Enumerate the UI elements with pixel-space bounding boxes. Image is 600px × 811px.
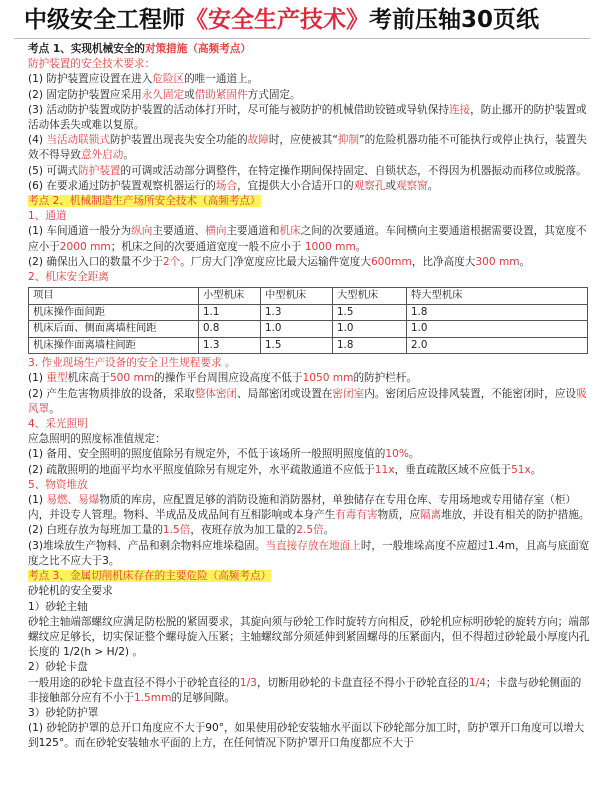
page-title: 中级安全工程师《安全生产技术》考前压轴30页纸: [24, 7, 540, 33]
section-heading-kd1: 考点 1、实现机械安全的对策措施（高频考点）: [28, 43, 251, 55]
table-cell: 1.5: [333, 304, 407, 321]
light-intro: 应急照明的照度标准值规定：: [28, 433, 166, 446]
stack-item: (3)堆垛放生产物料、产品和剩余物料应堆垛稳固。当直接存放在地面上时，一般堆垛高度不应超过1.4m，且高与底面宽度之比不应大于3。: [28, 539, 590, 567]
table-cell: 1.0: [407, 321, 588, 338]
guard-item: (4) 当活动联锁式防护装置出现丧失安全功能的故障时，应使被其“抑制”的危险机器功能不可能执行或停止执行，装置失效不得导致意外启动。: [28, 134, 588, 162]
table-cell: 机床后面、侧面离墙柱间距: [29, 321, 199, 338]
station-item: (1) 重型机床高于500 mm的操作平台周围应设高度不低于1050 mm的防护栏杆。: [28, 372, 418, 385]
stack-title: 5、物资堆放: [28, 478, 88, 491]
guard-item: (2) 固定防护装置应采用永久固定或借助紧固件方式固定。: [28, 88, 301, 101]
table-row: [29, 321, 588, 338]
table-cell: 机床操作面离墙柱间距: [29, 337, 199, 354]
light-item: (1) 备用、安全照明的照度值除另有规定外，不低于该场所一般照明照度值的10%。: [28, 448, 420, 461]
table-header-cell: 小型机床: [199, 288, 261, 305]
station-title: 3. 作业现场生产设备的安全卫生规程要求 。: [28, 357, 236, 370]
guard-item: (6) 在要求通过防护装置观察机器运行的场合，宜提供大小合适开口的观察孔或观察窗。: [28, 179, 439, 192]
channel-title: 1、通道: [28, 210, 67, 223]
table-header-cell: 中型机床: [261, 288, 333, 305]
table-header-cell: 特大型机床: [407, 288, 588, 305]
section-heading-kd3: 考点 3、金属切削机床存在的主要危险（高频考点）: [28, 570, 272, 583]
table-cell: 1.8: [333, 337, 407, 354]
table-cell: 1.0: [261, 321, 333, 338]
table-cell: 1.3: [199, 337, 261, 354]
table-row: [29, 337, 588, 354]
light-item: (2) 疏散照明的地面平均水平照度值除另有规定外，水平疏散通道不应低于11x，垂直疏散区域不应低于51x。: [28, 463, 542, 476]
grinder-title: 砂轮机的安全要求: [28, 585, 113, 598]
chuck-title: 2）砂轮卡盘: [28, 661, 88, 674]
divider: [14, 38, 590, 39]
table-row: [29, 304, 588, 321]
table-cell: 机床操作面间距: [29, 304, 199, 321]
table-cell: 0.8: [199, 321, 261, 338]
guard-item: (1) 防护装置应设置在进入危险区的唯一通道上。: [28, 73, 259, 86]
table-header-cell: 项目: [29, 288, 199, 305]
spacing-table: [28, 287, 588, 354]
table-cell: 1.8: [407, 304, 588, 321]
spacing-title: 2、机床安全距离: [28, 271, 109, 284]
table-cell: 1.0: [333, 321, 407, 338]
guard-item: (3) 活动防护装置或防护装置的活动体打开时，尽可能与被防护的机械借助铰链或导轨保持连接，防止挪开的防护装置或活动体丢失或难以复原。: [28, 103, 587, 132]
guard-item: (5) 可调式防护装置的可调或活动部分调整件，在特定操作期间保持固定、自锁状态，不得因为机器振动而移位或脱落。: [28, 164, 587, 177]
table-header-cell: 大型机床: [333, 288, 407, 305]
document-body: [28, 42, 590, 752]
station-item: (2) 产生危害物质排放的设备，采取整体密闭、局部密闭或设置在密闭室内。密闭后应设排风装置，不能密闭时，应设吸风罩。: [28, 387, 587, 415]
table-header-row: [29, 288, 588, 305]
guard-title: 防护装置的安全技术要求：: [28, 58, 156, 71]
table-cell: 1.3: [261, 304, 333, 321]
channel-item: (2) 确保出入口的数量不少于2个。厂房大门净宽度应比最大运输件宽度大600mm，比净高度大300 mm。: [28, 255, 531, 268]
light-title: 4、采光照明: [28, 418, 88, 431]
table-cell: 1.5: [261, 337, 333, 354]
table-cell: 2.0: [407, 337, 588, 354]
chuck-text: 一般用途的砂轮卡盘直径不得小于砂轮直径的1/3，切断用砂轮的卡盘直径不得小于砂轮直径的1/4；卡盘与砂轮侧面的非接触部分应有不小于1.5mm的足够间隙。: [28, 676, 582, 704]
section-heading-kd2: 考点 2、机械制造生产场所安全技术（高频考点）: [28, 195, 261, 208]
stack-item: (1) 易燃、易爆物质的库房，应配置足够的消防设施和消防器材，单独储存在专用仓库、专用场地或专用储存室（柜）内，并设专人管理。物料、半成品及成品间有互相影响或本身产生有毒有害物质，应隔离堆放，并设有相关的防护措施。: [28, 494, 590, 522]
channel-item: (1) 车间通道一般分为纵向主要通道、横向主要通道和机床之间的次要通道。车间横向主要通道根据需要设置，其宽度不应小于2000 mm；机床之间的次要通道宽度一般不应小于 1000 mm。: [28, 225, 587, 253]
table-cell: 1.1: [199, 304, 261, 321]
spindle-title: 1）砂轮主轴: [28, 600, 88, 613]
spindle-text: 砂轮主轴端部螺纹应满足防松脱的紧固要求，其旋向须与砂轮工作时旋转方向相反，砂轮机应标明砂轮的旋转方向；端部螺纹应足够长，切实保证整个螺母旋入压紧；主轴螺纹部分须延伸到紧固螺母的压紧面内，但不得超过砂轮最小厚度内孔长度的 1/2(h > H/2) 。: [28, 615, 590, 659]
shield-title: 3）砂轮防护罩: [28, 706, 99, 719]
shield-text: (1) 砂轮防护罩的总开口角度应不大于90°，如果使用砂轮安装轴水平面以下砂轮部分加工时，防护罩开口角度可以增大到125°。而在砂轮安装轴水平面的上方，在任何情况下防护罩开口角度都应不大于: [28, 722, 585, 750]
stack-item: (2) 白班存放为每班加工量的1.5倍，夜班存放为加工量的2.5倍。: [28, 524, 335, 537]
